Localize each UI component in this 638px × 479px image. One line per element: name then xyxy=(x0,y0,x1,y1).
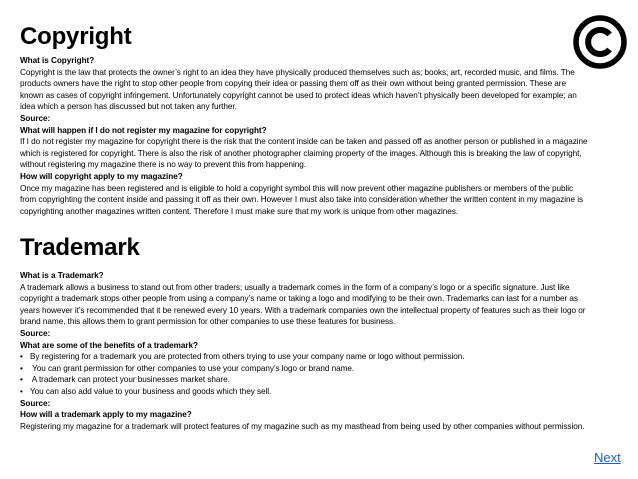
next-link[interactable]: Next xyxy=(594,450,621,465)
bullet-icon: • xyxy=(20,352,23,362)
trademark-section xyxy=(20,270,590,432)
bullet-icon: • xyxy=(20,386,23,396)
trademark-question-apply: How will a trademark apply to my magazine? xyxy=(20,410,192,420)
trademark-benefit-item xyxy=(20,374,590,386)
copyright-question-what: What is Copyright? xyxy=(20,56,95,65)
trademark-answer-what: A trademark allows a business to stand out from other traders; usually a trademark comes in the form of a company’s logo or a specific signature. Just like copyright a trademark stops other people from using a company’s name or taking a logo and modifying to be their own. Trademarks can last for a number as years however it’s recommended that it be renewed every 10 years. With a trademark companies own the intellectual property of features such as their logo or brand name, this allows them to grant permission for other companies to use these features for business. xyxy=(20,282,586,327)
trademark-benefit-text: A trademark can protect your businesses market share. xyxy=(30,375,230,385)
copyright-source-label: Source: xyxy=(20,113,51,123)
trademark-benefit-item xyxy=(20,351,590,363)
copyright-answer-register: If I do not register my magazine for copyright there is the risk that the content inside can be taken and passed off as another person or published in a magazine which is registered for copyright. There is also the risk of another photographer claiming property of the images. Although this is breaking the law of copyright, without registering my magazine there is no way to prevent this from happening. xyxy=(20,137,588,170)
copyright-question-apply: How will copyright apply to my magazine? xyxy=(20,171,183,181)
trademark-source-label-2: Source: xyxy=(20,398,51,408)
copyright-answer-apply: Once my magazine has been registered and is eligible to hold a copyright symbol this will now prevent other magazine publishers or members of the public from copyrighting the content inside and passing it off as their own. However I must also take into consideration whether the written content in my magazine is copyrighting another magazines written content. Therefore I must make sure that my work is unique from other magazines. xyxy=(20,183,584,216)
copyright-answer-what: Copyright is the law that protects the owner’s right to an idea they have physically produced themselves such as; books, art, recorded music, and films. The products owners have the right to stop other people from copying their idea or passing them off as their own without being granted permission. These are known as cases of copyright infringement. Unfortunately copyright cannot be used to protect ideas which haven’t physically been developed for example; an idea which a person has discussed but not taken any further. xyxy=(20,67,577,112)
trademark-question-benefits: What are some of the benefits of a trademark? xyxy=(20,340,198,350)
trademark-benefit-item xyxy=(20,386,590,398)
trademark-source-label: Source: xyxy=(20,328,51,338)
trademark-answer-apply: Registering my magazine for a trademark will protect features of my magazine such as my masthead from being used by other companies without permission. xyxy=(20,421,585,431)
trademark-benefit-item xyxy=(20,363,590,375)
copyright-question-register: What will happen if I do not register my magazine for copyright? xyxy=(20,125,267,135)
trademark-benefit-text: By registering for a trademark you are protected from others trying to use your company name or logo without permission. xyxy=(30,352,465,362)
copyright-heading: Copyright xyxy=(20,23,132,50)
trademark-benefit-text: You can grant permission for other companies to use your company’s logo or brand name. xyxy=(30,363,355,373)
bullet-icon: • xyxy=(20,375,23,385)
bullet-icon: • xyxy=(20,363,23,373)
trademark-benefit-text: You can also add value to your business and goods which they sell. xyxy=(30,386,272,396)
trademark-heading: Trademark xyxy=(20,234,140,261)
copyright-section xyxy=(20,55,590,217)
trademark-question-what: What is a Trademark? xyxy=(20,271,104,280)
